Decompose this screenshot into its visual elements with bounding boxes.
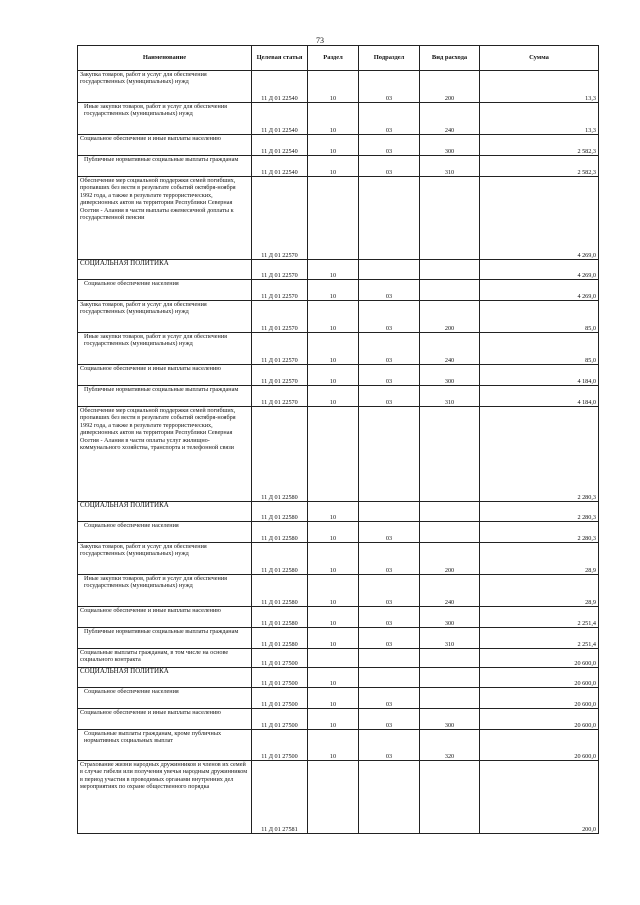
cell-name: СОЦИАЛЬНАЯ ПОЛИТИКА: [78, 668, 252, 688]
cell-name: Социальное обеспечение и иные выплаты населению: [78, 709, 252, 730]
cell-expense-type: 240: [420, 575, 480, 607]
cell-section: 10: [308, 71, 359, 103]
cell-name: Закупка товаров, работ и услуг для обеспечения государственных (муниципальных) нужд: [78, 543, 252, 575]
cell-code: 11 Д 01 22570: [252, 280, 308, 301]
cell-amount: 20 600,0: [480, 709, 599, 730]
cell-subsection: [359, 502, 420, 522]
column-header-section: Раздел: [308, 46, 359, 71]
cell-amount: 2 582,3: [480, 135, 599, 156]
cell-amount: 4 184,0: [480, 386, 599, 407]
cell-code: 11 Д 01 22570: [252, 260, 308, 280]
cell-name: Социальные выплаты гражданам, в том числе на основе социального контракта: [78, 649, 252, 668]
cell-subsection: 03: [359, 280, 420, 301]
page-number: 73: [316, 36, 324, 45]
table-row: [78, 71, 599, 103]
cell-expense-type: [420, 649, 480, 668]
cell-section: 10: [308, 103, 359, 135]
table-row: [78, 333, 599, 365]
cell-expense-type: 320: [420, 730, 480, 761]
budget-table: [77, 45, 599, 834]
column-header-amount: Сумма: [480, 46, 599, 71]
cell-amount: 2 280,3: [480, 502, 599, 522]
cell-amount: 13,3: [480, 71, 599, 103]
cell-amount: 28,9: [480, 575, 599, 607]
cell-section: 10: [308, 301, 359, 333]
cell-subsection: 03: [359, 156, 420, 177]
cell-section: 10: [308, 522, 359, 543]
cell-expense-type: 200: [420, 543, 480, 575]
table-row: [78, 688, 599, 709]
table-row: [78, 502, 599, 522]
cell-section: [308, 407, 359, 502]
cell-section: 10: [308, 280, 359, 301]
cell-expense-type: 300: [420, 607, 480, 628]
cell-amount: 2 251,4: [480, 628, 599, 649]
cell-code: 11 Д 01 22570: [252, 177, 308, 260]
cell-expense-type: 200: [420, 301, 480, 333]
cell-section: 10: [308, 135, 359, 156]
cell-subsection: 03: [359, 730, 420, 761]
cell-code: 11 Д 01 27500: [252, 649, 308, 668]
cell-amount: 20 600,0: [480, 649, 599, 668]
table-row: [78, 543, 599, 575]
cell-name: Социальное обеспечение населения: [78, 522, 252, 543]
cell-code: 11 Д 01 22570: [252, 333, 308, 365]
table-row: [78, 103, 599, 135]
cell-section: 10: [308, 688, 359, 709]
cell-expense-type: 300: [420, 709, 480, 730]
table-row: [78, 607, 599, 628]
cell-code: 11 Д 01 22580: [252, 575, 308, 607]
cell-code: 11 Д 01 27581: [252, 761, 308, 834]
cell-expense-type: 310: [420, 156, 480, 177]
cell-subsection: 03: [359, 709, 420, 730]
cell-expense-type: [420, 280, 480, 301]
cell-section: 10: [308, 730, 359, 761]
cell-expense-type: [420, 407, 480, 502]
cell-name: Иные закупки товаров, работ и услуг для обеспечения государственных (муниципальных) нужд: [78, 103, 252, 135]
cell-amount: 2 582,3: [480, 156, 599, 177]
cell-name: СОЦИАЛЬНАЯ ПОЛИТИКА: [78, 502, 252, 522]
cell-code: 11 Д 01 22540: [252, 135, 308, 156]
cell-amount: 200,0: [480, 761, 599, 834]
cell-section: 10: [308, 668, 359, 688]
cell-expense-type: 240: [420, 333, 480, 365]
cell-section: 10: [308, 156, 359, 177]
cell-amount: 85,0: [480, 333, 599, 365]
cell-section: 10: [308, 575, 359, 607]
cell-expense-type: 310: [420, 386, 480, 407]
column-header-subsection: Подраздел: [359, 46, 420, 71]
cell-subsection: 03: [359, 688, 420, 709]
cell-name: Страхование жизни народных дружинников и членов их семей в случае гибели или получения увечья народным дружинником в период участия в проводимых органами внутренних дел мероприятиях по охране общественного порядка: [78, 761, 252, 834]
cell-subsection: [359, 407, 420, 502]
cell-subsection: [359, 668, 420, 688]
cell-expense-type: 200: [420, 71, 480, 103]
cell-section: 10: [308, 333, 359, 365]
cell-name: Иные закупки товаров, работ и услуг для обеспечения государственных (муниципальных) нужд: [78, 333, 252, 365]
cell-section: 10: [308, 709, 359, 730]
cell-amount: 13,3: [480, 103, 599, 135]
cell-expense-type: [420, 761, 480, 834]
cell-subsection: [359, 761, 420, 834]
cell-expense-type: [420, 522, 480, 543]
cell-code: 11 Д 01 22540: [252, 103, 308, 135]
cell-section: [308, 761, 359, 834]
cell-code: 11 Д 01 22570: [252, 386, 308, 407]
table-row: [78, 386, 599, 407]
column-header-expense-type: Вид расхода: [420, 46, 480, 71]
cell-code: 11 Д 01 22580: [252, 628, 308, 649]
cell-amount: 4 269,0: [480, 280, 599, 301]
cell-code: 11 Д 01 27500: [252, 668, 308, 688]
cell-subsection: [359, 260, 420, 280]
cell-subsection: 03: [359, 628, 420, 649]
cell-name: Обеспечение мер социальной поддержки семей погибших, пропавших без вести в результате событий октября-ноября 1992 года, а также в результате террористических, диверсионных актов на территории Республики Северная Осетия - Алания в части выплаты ежемесячной доплаты к государственной пенсии: [78, 177, 252, 260]
cell-section: 10: [308, 502, 359, 522]
cell-subsection: 03: [359, 607, 420, 628]
cell-expense-type: [420, 688, 480, 709]
cell-amount: 4 269,0: [480, 177, 599, 260]
cell-name: Социальные выплаты гражданам, кроме публичных нормативных социальных выплат: [78, 730, 252, 761]
cell-expense-type: 310: [420, 628, 480, 649]
cell-amount: 20 600,0: [480, 668, 599, 688]
table-header-row: [78, 46, 599, 71]
table-row: [78, 301, 599, 333]
cell-section: 10: [308, 607, 359, 628]
cell-subsection: 03: [359, 575, 420, 607]
cell-expense-type: 300: [420, 365, 480, 386]
cell-subsection: 03: [359, 386, 420, 407]
cell-section: 10: [308, 628, 359, 649]
table-row: [78, 177, 599, 260]
cell-subsection: 03: [359, 365, 420, 386]
cell-section: [308, 649, 359, 668]
cell-subsection: 03: [359, 522, 420, 543]
cell-section: 10: [308, 543, 359, 575]
cell-name: Обеспечение мер социальной поддержки семей погибших, пропавших без вести в результате событий октября-ноября 1992 года, а также в результате террористических, диверсионных актов на территории Республики Северная Осетия - Алания в части оплаты услуг жилищно-коммунального хозяйства, транспорта и телефонной связи: [78, 407, 252, 502]
cell-code: 11 Д 01 22580: [252, 522, 308, 543]
cell-subsection: 03: [359, 301, 420, 333]
cell-expense-type: 240: [420, 103, 480, 135]
cell-amount: 4 184,0: [480, 365, 599, 386]
cell-code: 11 Д 01 22540: [252, 71, 308, 103]
cell-expense-type: [420, 260, 480, 280]
table-row: [78, 575, 599, 607]
table-row: [78, 730, 599, 761]
cell-code: 11 Д 01 27500: [252, 730, 308, 761]
cell-code: 11 Д 01 22540: [252, 156, 308, 177]
cell-amount: 4 269,0: [480, 260, 599, 280]
cell-name: Социальное обеспечение и иные выплаты населению: [78, 135, 252, 156]
cell-code: 11 Д 01 22570: [252, 365, 308, 386]
cell-subsection: 03: [359, 543, 420, 575]
cell-name: Социальное обеспечение населения: [78, 688, 252, 709]
table-row: [78, 649, 599, 668]
cell-code: 11 Д 01 27500: [252, 688, 308, 709]
cell-name: Публичные нормативные социальные выплаты гражданам: [78, 386, 252, 407]
cell-code: 11 Д 01 22580: [252, 502, 308, 522]
table-row: [78, 522, 599, 543]
cell-amount: 20 600,0: [480, 730, 599, 761]
column-header-code: Целевая статья: [252, 46, 308, 71]
table-row: [78, 365, 599, 386]
cell-amount: 2 280,3: [480, 522, 599, 543]
cell-amount: 2 251,4: [480, 607, 599, 628]
cell-subsection: 03: [359, 71, 420, 103]
cell-name: Социальное обеспечение населения: [78, 280, 252, 301]
cell-amount: 85,0: [480, 301, 599, 333]
table-row: [78, 709, 599, 730]
column-header-name: Наименование: [78, 46, 252, 71]
cell-subsection: 03: [359, 135, 420, 156]
cell-name: Социальное обеспечение и иные выплаты населению: [78, 365, 252, 386]
cell-section: [308, 177, 359, 260]
table-row: [78, 280, 599, 301]
cell-subsection: [359, 177, 420, 260]
cell-subsection: 03: [359, 103, 420, 135]
table-row: [78, 761, 599, 834]
table-row: [78, 135, 599, 156]
cell-code: 11 Д 01 22580: [252, 607, 308, 628]
cell-subsection: [359, 649, 420, 668]
cell-amount: 28,9: [480, 543, 599, 575]
cell-name: Закупка товаров, работ и услуг для обеспечения государственных (муниципальных) нужд: [78, 71, 252, 103]
cell-code: 11 Д 01 27500: [252, 709, 308, 730]
cell-expense-type: [420, 502, 480, 522]
cell-name: Закупка товаров, работ и услуг для обеспечения государственных (муниципальных) нужд: [78, 301, 252, 333]
table-row: [78, 628, 599, 649]
cell-subsection: 03: [359, 333, 420, 365]
cell-code: 11 Д 01 22570: [252, 301, 308, 333]
cell-code: 11 Д 01 22580: [252, 407, 308, 502]
cell-section: 10: [308, 365, 359, 386]
cell-expense-type: 300: [420, 135, 480, 156]
cell-section: 10: [308, 260, 359, 280]
cell-name: Социальное обеспечение и иные выплаты населению: [78, 607, 252, 628]
cell-amount: 20 600,0: [480, 688, 599, 709]
cell-section: 10: [308, 386, 359, 407]
cell-name: Публичные нормативные социальные выплаты гражданам: [78, 156, 252, 177]
table-row: [78, 260, 599, 280]
cell-expense-type: [420, 668, 480, 688]
table-row: [78, 668, 599, 688]
cell-name: Публичные нормативные социальные выплаты гражданам: [78, 628, 252, 649]
table-row: [78, 156, 599, 177]
cell-code: 11 Д 01 22580: [252, 543, 308, 575]
cell-name: СОЦИАЛЬНАЯ ПОЛИТИКА: [78, 260, 252, 280]
table-row: [78, 407, 599, 502]
cell-name: Иные закупки товаров, работ и услуг для обеспечения государственных (муниципальных) нужд: [78, 575, 252, 607]
table-body: [78, 71, 599, 834]
cell-amount: 2 280,3: [480, 407, 599, 502]
cell-expense-type: [420, 177, 480, 260]
